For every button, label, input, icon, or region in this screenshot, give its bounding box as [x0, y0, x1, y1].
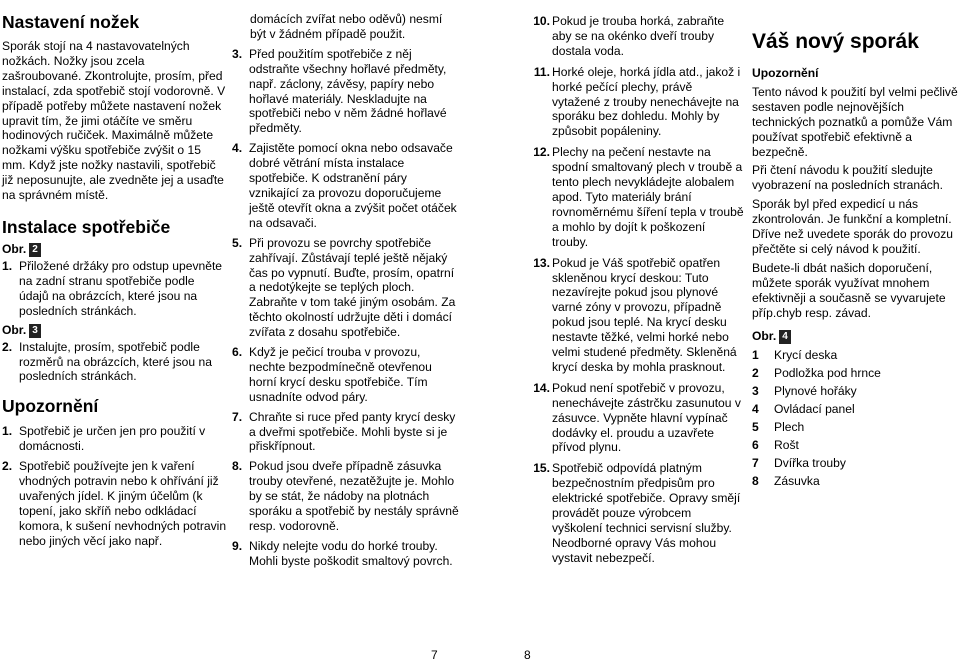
column-2 [232, 0, 460, 569]
warning-item-10: 10. Pokud je trouba horká, zabraňte aby se na okénko dveří trouby dostala voda. [533, 14, 725, 58]
intro-paragraph-1: Tento návod k použití byl velmi pečlivě sestaven podle nejnovějších technických poznatků a pomůže Vám používat spotřebič efektivně a bezpečně. [752, 84, 958, 159]
install-step-2: 2. Instalujte, prosím, spotřebič podle rozměrů na obrázcích, které jsou na posledních stránkách. [2, 339, 212, 384]
column-3 [512, 0, 744, 566]
paragraph-feet: Sporák stojí na 4 nastavovatelných nožkách. Nožky jsou zcela zašroubované. Zkontrolujte, prosím, před instalací, zda spotřebič stojí vodorovně. V případě potřeby můžete nastavení nožek upravit tím, že jimi otáčíte ve směru hodinových ručiček. Maximálně můžete nožkami výšku spotřebiče zvýšit o 15 mm. Když jste nožky nastavili, spotřebič již neposunujte, ale zvedněte jej a usaďte na správném místě. [2, 39, 226, 203]
intro-paragraph-2: Při čtení návodu k použití sledujte vyobrazení na posledních stranách. [752, 163, 943, 193]
figure-number-badge: 3 [29, 324, 41, 338]
figure-number-badge: 2 [29, 243, 41, 257]
list-item: 3 Plynové hořáky [752, 383, 857, 398]
list-item: 8 Zásuvka [752, 473, 820, 488]
warning-item-7: 7. Chraňte si ruce před panty krycí desky a dveřmi spotřebiče. Mohli byste si je přiskřípnout. [232, 409, 456, 454]
page-title: Váš nový sporák [752, 30, 919, 53]
heading-installation: Instalace spotřebiče [2, 216, 171, 237]
warning-item-3: 3. Před použitím spotřebiče z něj odstraňte všechny hořlavé předměty, např. záclony, závěsy, papíry nebo hořlavé materiály. Neskladujte na spotřebiči nebo v něm žádné hořlavé předměty. [232, 46, 447, 136]
list-item: 5 Plech [752, 419, 805, 434]
heading-warning: Upozornění [2, 396, 99, 417]
figure-ref-4: Obr. 4 [752, 329, 958, 344]
column-1 [2, 0, 227, 549]
subheading-warning: Upozornění [752, 66, 819, 80]
warning-item-9: 9. Nikdy nelejte vodu do horké trouby. Mohli byste poškodit smaltový povrch. [232, 538, 453, 568]
list-item: 4 Ovládací panel [752, 401, 855, 416]
parts-list [752, 346, 958, 490]
figure-ref-2: Obr. 2 [2, 242, 227, 257]
warning-item-2: 2. Spotřebič používejte jen k vaření vhodných potravin nebo k ohřívání již uvařených jídel. K jiným účelům (k topení, jako skříň nebo odkládací komora, k sušení nevhodných potravin nebo jiných věcí jako např. [2, 459, 227, 548]
list-item: 2 Podložka pod hrnce [752, 365, 881, 380]
figure-ref-3: Obr. 3 [2, 323, 227, 338]
page-number-left: 7 [431, 648, 438, 662]
column-4 [752, 0, 958, 490]
warning-item-6: 6. Když je pečicí trouba v provozu, nechte bezpodmínečně otevřenou horní krycí desku spotřebiče. Tím usnadníte odvod páry. [232, 345, 432, 404]
install-step-1: 1. Přiložené držáky pro odstup upevněte na zadní stranu spotřebiče podle údajů na obrázcích, které jsou na posledních stránkách. [2, 258, 223, 318]
figure-number-badge: 4 [779, 330, 791, 344]
warning-item-8: 8. Pokud jsou dveře případně zásuvka trouby otevřené, nezatěžujte je. Mohlo by se stát, že nádoby na plotnách sporáku a spotřebič by nestály správně resp. vodorovně. [232, 459, 459, 533]
warning-item-12: 12. Plechy na pečení nestavte na spodní smaltovaný plech v troubě a tento plech nevykládejte alobalem apod. Tyto materiály brání rovnoměrnému šíření tepla v troubě a mohlo by dojít k poškození trouby. [533, 145, 744, 249]
list-item: 6 Rošt [752, 437, 799, 452]
list-item: 1 Krycí deska [752, 347, 838, 362]
page-number-right: 8 [524, 648, 531, 662]
warning-item-15: 15. Spotřebič odpovídá platným bezpečnostním předpisům pro elektrické spotřebiče. Opravy smějí provádět pouze výrobcem vyškolení technici servisní služby. Neodborné opravy Vás mohou vystavit nebezpečí. [533, 461, 741, 565]
heading-feet: Nastavení nožek [2, 12, 140, 32]
warning-item-4: 4. Zajistěte pomocí okna nebo odsavače dobré větrání místa instalace spotřebiče. K odstranění páry vznikající za provozu doporučujeme ještě otevřít okna a zvýšit počet otáček na odsavači. [232, 141, 457, 230]
warning-item-5: 5. Při provozu se povrchy spotřebiče zahřívají. Zůstávají teplé ještě nějaký čas po vypnutí. Buďte, prosím, opatrní a nedotýkejte se teplých ploch. Zabraňte v tom také jiným osobám. Za těchto okolností udržujte děti i domácí zvířata z dosahu spotřebiče. [232, 235, 456, 340]
continued-text: domácích zvířat nebo oděvů) nesmí být v žádném případě použit. [250, 12, 443, 41]
warning-item-14: 14. Pokud není spotřebič v provozu, nenechávejte zástrčku zasunutou v zásuvce. Vypněte hlavní vypínač dodávky el. proudu a uzavřete přívod plynu. [533, 380, 741, 455]
intro-paragraph-3: Sporák byl před expedicí u nás zkontrolován. Je funkční a kompletní. Dříve než uvedete sporák do provozu přečtěte si celý návod k použití. [752, 197, 954, 256]
warning-item-13: 13. Pokud je Váš spotřebič opatřen skleněnou krycí deskou: Tuto nezavírejte pokud jsou plynové varné zóny v provozu, případně pokud jsou teplé. Na krycí desku nestavte těžké, velmi horké nebo velmi studené předměty. Skleněná krycí deska by mohla prasknout. [533, 255, 737, 374]
warning-item-11: 11. Horké oleje, horká jídla atd., jakož i horké pečící plechy, právě vytažené z trouby nenechávejte na sporáku bez dohledu. Mohly by způsobit popáleniny. [533, 64, 741, 139]
list-item: 7 Dvířka trouby [752, 455, 846, 470]
warning-item-1: 1. Spotřebič je určen jen pro použití v domácnosti. [2, 424, 206, 454]
intro-paragraph-4: Budete-li dbát našich doporučení, můžete sporák využívat mnohem efektivněji a současně se vyvarujete příp.chyb resp. závad. [752, 260, 946, 320]
